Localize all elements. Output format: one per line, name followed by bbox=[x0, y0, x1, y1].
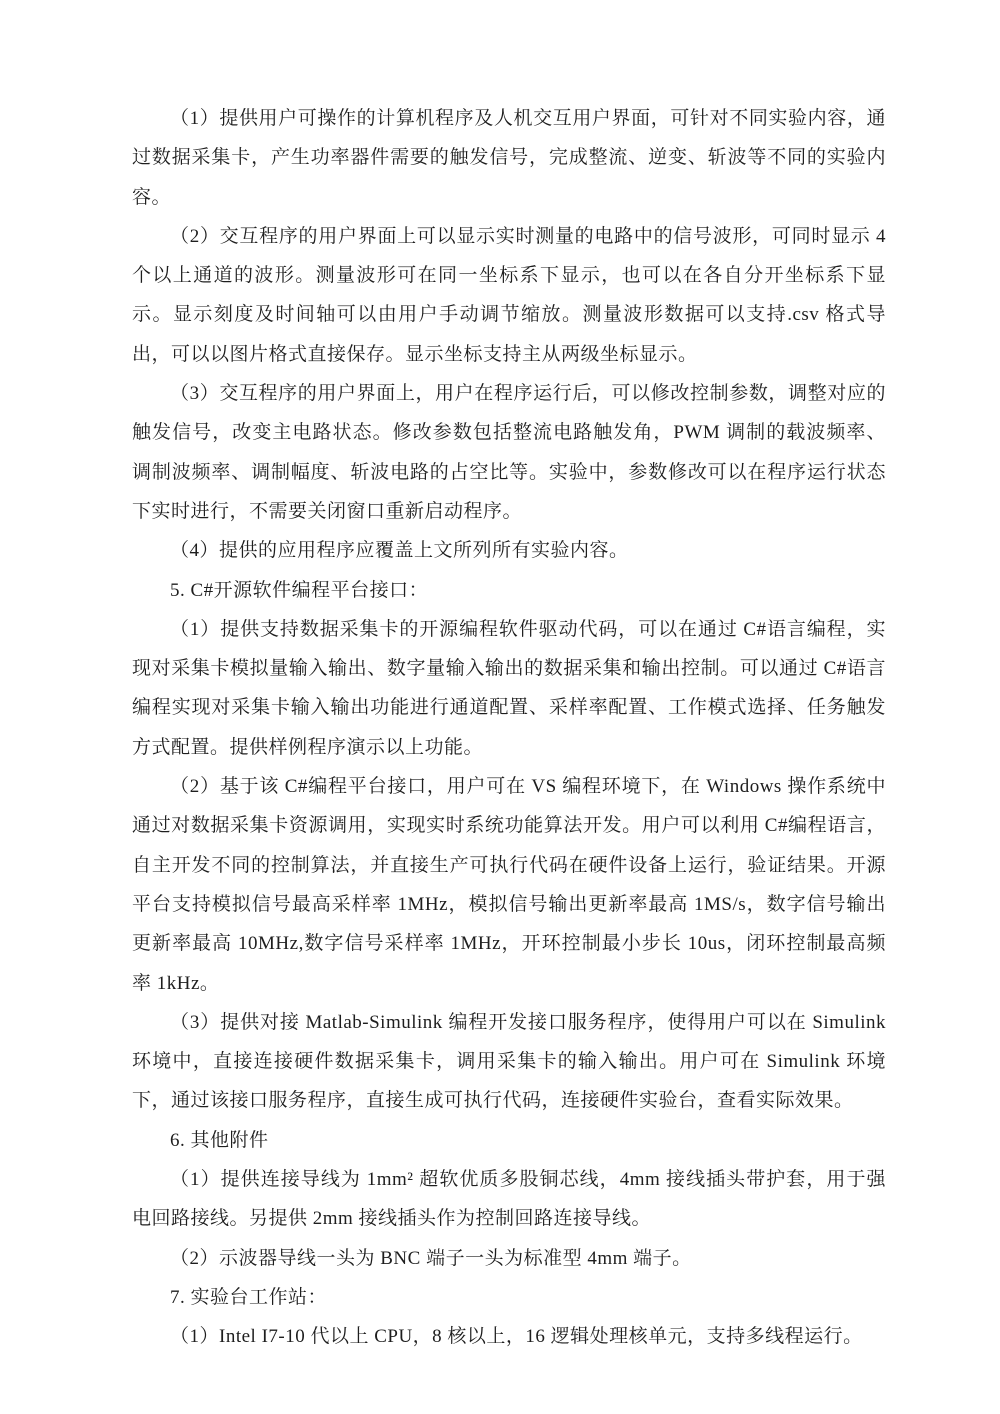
document-body bbox=[132, 99, 886, 1357]
paragraph-5-2: （2）基于该 C#编程平台接口，用户可在 VS 编程环境下，在 Windows 操作系统中通过对数据采集卡资源调用，实现实时系统功能算法开发。用户可以利用 C#编程语言，自主开发不同的控制算法，并直接生产可执行代码在硬件设备上运行，验证结果。开源平台支持模拟信号最高采样率 1MHz，模拟信号输出更新率最高 1MS/s，数字信号输出更新率最高 10MHz,数字信号采样率 1MHz，开环控制最小步长 10us，闭环控制最高频率 1kHz。 bbox=[132, 776, 886, 994]
paragraph-4: （4）提供的应用程序应覆盖上文所列所有实验内容。 bbox=[170, 540, 629, 562]
section-heading-7: 7. 实验台工作站： bbox=[170, 1286, 328, 1308]
paragraph-2: （2）交互程序的用户界面上可以显示实时测量的电路中的信号波形，可同时显示 4 个以上通道的波形。测量波形可在同一坐标系下显示，也可以在各自分开坐标系下显示。显示刻度及时间轴可以由用户手动调节缩放。测量波形数据可以支持.csv 格式导出，可以以图片格式直接保存。显示坐标支持主从两级坐标显示。 bbox=[132, 225, 886, 365]
paragraph-6-1: （1）提供连接导线为 1mm² 超软优质多股铜芯线，4mm 接线插头带护套，用于强电回路接线。另提供 2mm 接线插头作为控制回路连接导线。 bbox=[132, 1169, 886, 1230]
paragraph-7-1: （1）Intel I7-10 代以上 CPU，8 核以上，16 逻辑处理核单元，支持多线程运行。 bbox=[170, 1326, 863, 1348]
paragraph-6-2: （2）示波器导线一头为 BNC 端子一头为标准型 4mm 端子。 bbox=[170, 1247, 692, 1269]
paragraph-1: （1）提供用户可操作的计算机程序及人机交互用户界面，可针对不同实验内容，通过数据采集卡，产生功率器件需要的触发信号，完成整流、逆变、斩波等不同的实验内容。 bbox=[132, 108, 886, 208]
section-heading-6: 6. 其他附件 bbox=[170, 1129, 269, 1151]
paragraph-3: （3）交互程序的用户界面上，用户在程序运行后，可以修改控制参数，调整对应的触发信号，改变主电路状态。修改参数包括整流电路触发角，PWM 调制的载波频率、调制波频率、调制幅度、斩波电路的占空比等。实验中，参数修改可以在程序运行状态下实时进行，不需要关闭窗口重新启动程序。 bbox=[132, 383, 886, 522]
paragraph-5-3: （3）提供对接 Matlab-Simulink 编程开发接口服务程序，使得用户可以在 Simulink 环境中，直接连接硬件数据采集卡，调用采集卡的输入输出。用户可在 Simulink 环境下，通过该接口服务程序，直接生成可执行代码，连接硬件实验台，查看实际效果。 bbox=[132, 1011, 886, 1112]
paragraph-5-1: （1）提供支持数据采集卡的开源编程软件驱动代码，可以在通过 C#语言编程，实现对采集卡模拟量输入输出、数字量输入输出的数据采集和输出控制。可以通过 C#语言编程实现对采集卡输入输出功能进行通道配置、采样率配置、工作模式选择、任务触发方式配置。提供样例程序演示以上功能。 bbox=[132, 618, 886, 758]
section-heading-5: 5. C#开源软件编程平台接口： bbox=[170, 579, 429, 601]
